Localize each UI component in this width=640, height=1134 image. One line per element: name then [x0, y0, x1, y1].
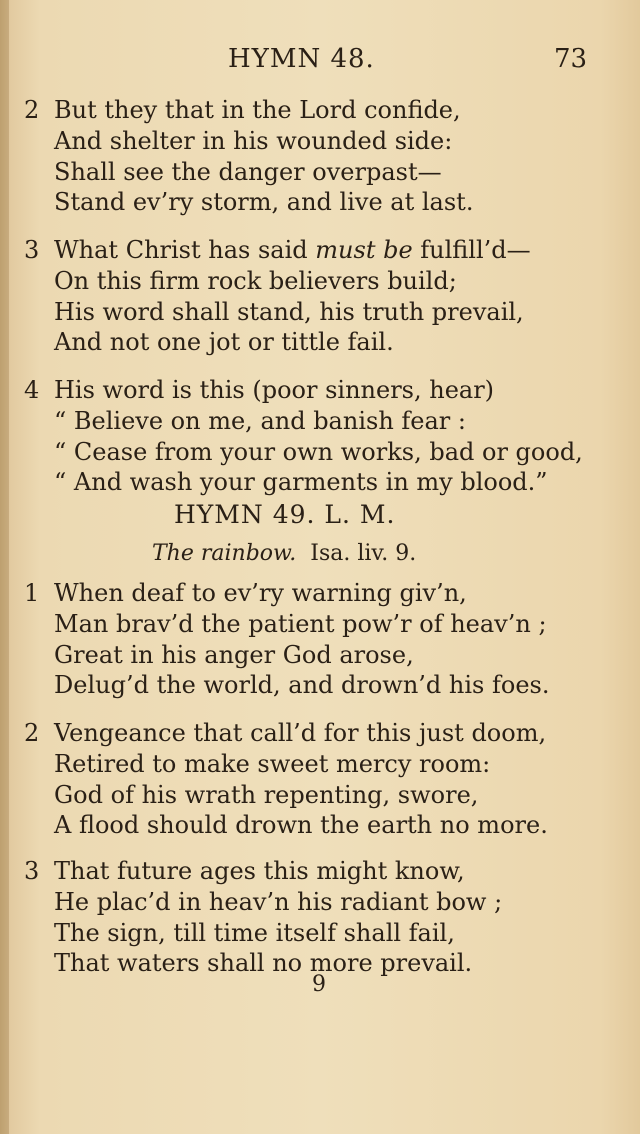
verse-line: Great in his anger God arose, [54, 641, 414, 669]
verse-line: He plac’d in heav’n his radiant bow ; [54, 888, 503, 916]
stanza-number: 3 [24, 236, 40, 264]
verse-line: “ And wash your garments in my blood.” [54, 468, 548, 496]
verse-line: When deaf to ev’ry warning giv’n, [54, 579, 467, 607]
verse-line: His word shall stand, his truth prevail, [54, 298, 524, 326]
hymn-title: HYMN 49. L. M. [174, 500, 396, 529]
verse-line: Stand ev’ry storm, and live at last. [54, 188, 474, 216]
page-header [0, 40, 640, 80]
stanza-number: 2 [24, 719, 40, 747]
verse-line: And not one jot or tittle fail. [54, 328, 394, 356]
verse-line: Vengeance that call’d for this just doom, [54, 719, 547, 747]
verse-line: His word is this (poor sinners, hear) [54, 376, 495, 404]
verse-line: “ Believe on me, and banish fear : [54, 407, 466, 435]
page-gutter-edge [0, 0, 9, 1134]
stanza-number: 3 [24, 857, 40, 885]
verse-line: Shall see the danger overpast— [54, 158, 442, 186]
verse-line: “ Cease from your own works, bad or good, [54, 438, 583, 466]
verse-line: Retired to make sweet mercy room: [54, 750, 491, 778]
hymn-subtitle [152, 541, 416, 566]
page-number: 73 [554, 44, 588, 74]
verse-line: That waters shall no more prevail. [54, 949, 473, 977]
verse-line: The sign, till time itself shall fail, [54, 919, 455, 947]
subtitle-theme: The rainbow. [152, 541, 297, 566]
verse-line: A flood should drown the earth no more. [54, 811, 548, 839]
stanza-number: 4 [24, 376, 40, 404]
verse-line: God of his wrath repenting, swore, [54, 781, 479, 809]
verse-line: Delug’d the world, and drown’d his foes. [54, 671, 550, 699]
scripture-reference: Isa. liv. 9. [310, 541, 417, 566]
verse-line: But they that in the Lord confide, [54, 96, 461, 124]
verse-line: And shelter in his wounded side: [54, 127, 453, 155]
signature-mark: 9 [312, 972, 326, 997]
verse-line: What Christ has said must be fulfill’d— [54, 236, 531, 264]
stanza-number: 2 [24, 96, 40, 124]
running-title: HYMN 48. [228, 44, 375, 74]
stanza-number: 1 [24, 579, 40, 607]
verse-line: On this firm rock believers build; [54, 267, 457, 295]
verse-line: Man brav’d the patient pow’r of heav’n ; [54, 610, 547, 638]
verse-line: That future ages this might know, [54, 857, 465, 885]
